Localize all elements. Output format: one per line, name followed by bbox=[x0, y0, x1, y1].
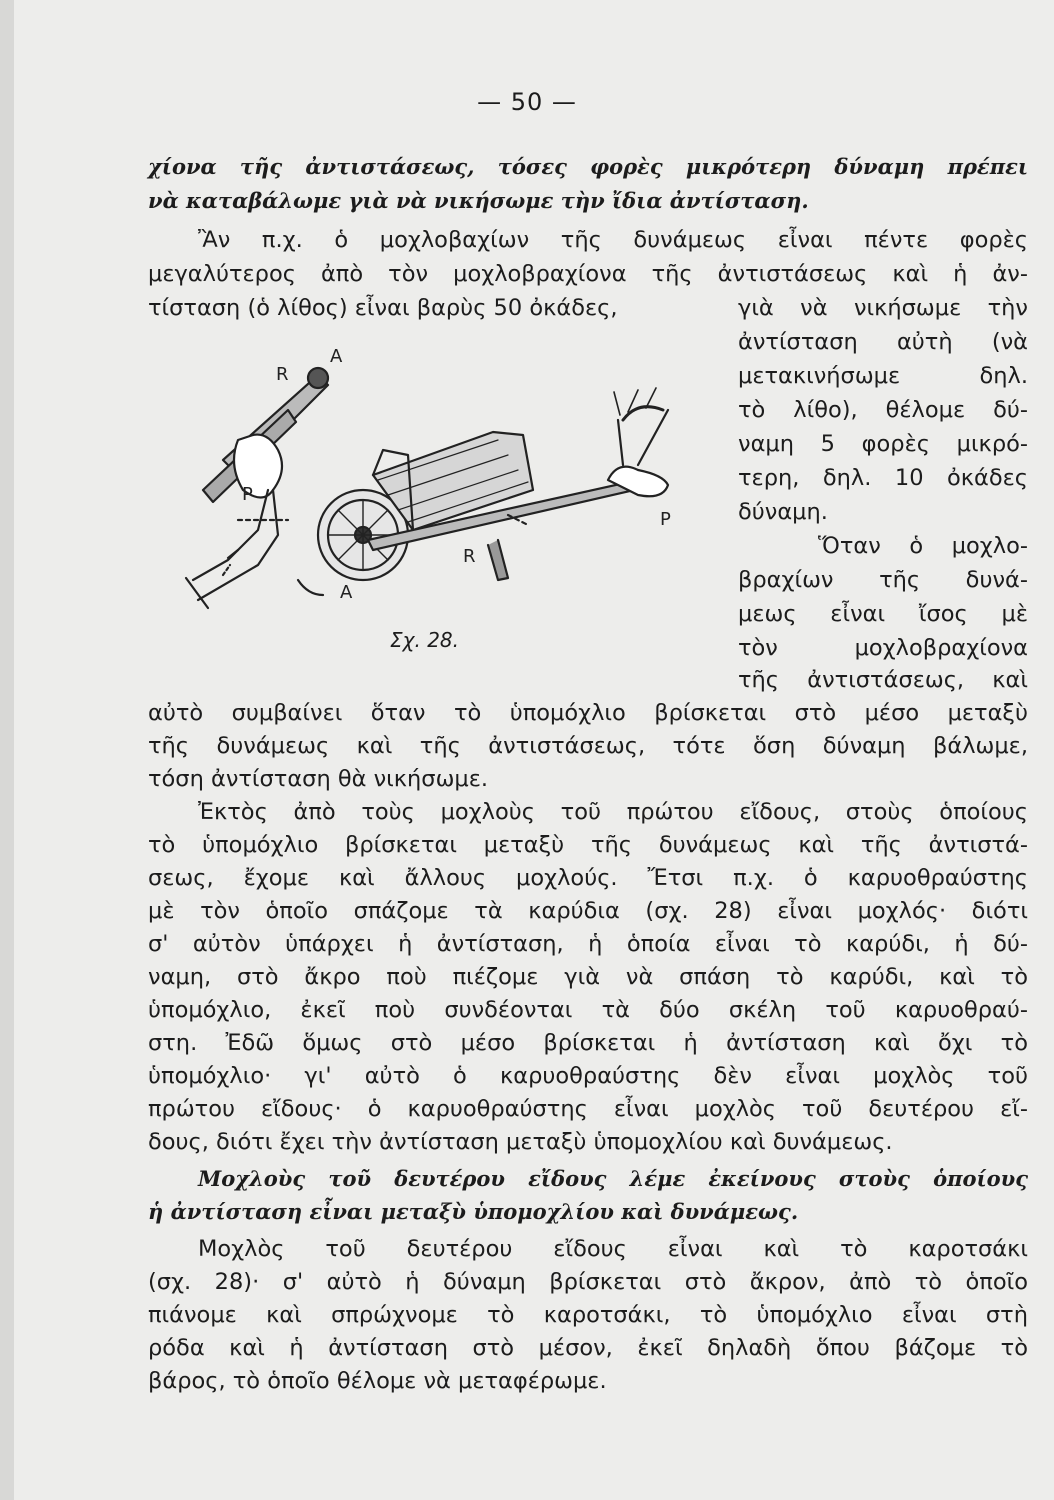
text-line: βάρος, τὸ ὁποῖο θέλομε νὰ μεταφέρωμε. bbox=[148, 1368, 607, 1394]
label-r1: R bbox=[276, 364, 289, 385]
text-line: τόση ἀντίσταση θὰ νικήσωμε. bbox=[148, 766, 489, 792]
text-line: αὐτὸ συμβαίνει ὅταν τὸ ὑπομόχλιο βρίσκεται στὸ μέσο μεταξὺ bbox=[148, 700, 1028, 726]
label-a1: A bbox=[330, 346, 343, 367]
text-line: Μοχλὸς τοῦ δευτέρου εἴδους εἶναι καὶ τὸ καροτσάκι bbox=[198, 1236, 1028, 1262]
text-line: τὸ λίθο), θέλομε δύ- bbox=[738, 397, 1028, 423]
text-line: μεως εἶναι ἴσος μὲ bbox=[738, 601, 1028, 627]
text-line: σεως, ἔχομε καὶ ἄλλους μοχλούς. Ἔτσι π.χ. ὁ καρυοθραύστης bbox=[148, 865, 1028, 891]
page-edge bbox=[0, 0, 14, 1500]
text-line: Μοχλοὺς τοῦ δευτέρου εἴδους λέμε ἐκείνους στοὺς ὁποίους bbox=[198, 1166, 1028, 1191]
text-line: μετακινήσωμε δηλ. bbox=[738, 363, 1028, 389]
label-p2: P bbox=[660, 509, 671, 530]
text-line: νὰ καταβάλωμε γιὰ νὰ νικήσωμε τὴν ἴδια ἀντίσταση. bbox=[148, 188, 809, 213]
text-line: πιάνομε καὶ σπρώχνομε τὸ καροτσάκι, τὸ ὑπομόχλιο εἶναι στὴ bbox=[148, 1302, 1028, 1328]
text-line: σ' αὐτὸν ὑπάρχει ἡ ἀντίσταση, ἡ ὁποία εἶναι τὸ καρύδι, ἡ δύ- bbox=[148, 931, 1028, 957]
text-line: (σχ. 28)· σ' αὐτὸ ἡ δύναμη βρίσκεται στὸ ἄκρον, ἀπὸ τὸ ὁποῖο bbox=[148, 1269, 1028, 1295]
text-line: τῆς ἀντιστάσεως, καὶ bbox=[738, 667, 1028, 693]
text-line: ρόδα καὶ ἡ ἀντίσταση στὸ μέσον, ἐκεῖ δηλαδὴ ὅπου βάζομε τὸ bbox=[148, 1335, 1028, 1361]
text-line: τερη, δηλ. 10 ὀκάδες bbox=[738, 465, 1028, 491]
text-line: πρώτου εἴδους· ὁ καρυοθραύστης εἶναι μοχλὸς τοῦ δευτέρου εἴ- bbox=[148, 1096, 1028, 1122]
figure-caption: Σχ. 28. bbox=[390, 628, 459, 652]
wheelbarrow-illustration bbox=[298, 388, 668, 595]
text-line: βραχίων τῆς δυνά- bbox=[738, 567, 1028, 593]
text-line: γιὰ νὰ νικήσωμε τὴν bbox=[738, 295, 1028, 321]
text-line: ναμη, στὸ ἄκρο ποὺ πιέζομε γιὰ νὰ σπάση τὸ καρύδι, καὶ τὸ bbox=[148, 964, 1028, 990]
text-line: τὸν μοχλοβραχίονα bbox=[738, 635, 1028, 661]
label-r2: R bbox=[463, 546, 476, 567]
lever-figure bbox=[168, 340, 708, 640]
text-line: Ἂν π.χ. ὁ μοχλοβαχίων τῆς δυνάμεως εἶναι πέντε φορὲς bbox=[198, 227, 1028, 253]
text-line: Ὅταν ὁ μοχλο- bbox=[818, 533, 1028, 559]
text-line: ἀντίσταση αὐτὴ (νὰ bbox=[738, 329, 1028, 355]
text-line: μὲ τὸν ὁποῖο σπάζομε τὰ καρύδια (σχ. 28) εἶναι μοχλός· διότι bbox=[148, 898, 1028, 924]
text-line: δύναμη. bbox=[738, 499, 828, 525]
text-line: τίσταση (ὁ λίθος) εἶναι βαρὺς 50 ὀκάδες, bbox=[148, 295, 618, 321]
text-line: στη. Ἐδῶ ὅμως στὸ μέσο βρίσκεται ἡ ἀντίσταση καὶ ὄχι τὸ bbox=[148, 1030, 1028, 1056]
text-line: τῆς δυνάμεως καὶ τῆς ἀντιστάσεως, τότε ὅση δύναμη βάλωμε, bbox=[148, 733, 1028, 759]
text-line: ὑπομόχλιο· γι' αὐτὸ ὁ καρυοθραύστης δὲν εἶναι μοχλὸς τοῦ bbox=[148, 1063, 1028, 1089]
text-line: τὸ ὑπομόχλιο βρίσκεται μεταξὺ τῆς δυνάμεως καὶ τῆς ἀντιστά- bbox=[148, 832, 1028, 858]
text-line: Ἐκτὸς ἀπὸ τοὺς μοχλοὺς τοῦ πρώτου εἴδους, στοὺς ὁποίους bbox=[198, 799, 1028, 825]
page-number: — 50 — bbox=[477, 88, 577, 116]
text-line: ἡ ἀντίσταση εἶναι μεταξὺ ὑπομοχλίου καὶ δυνάμεως. bbox=[148, 1199, 799, 1224]
text-line: μεγαλύτερος ἀπὸ τὸν μοχλοβραχίονα τῆς ἀντιστάσεως καὶ ἡ ἀν- bbox=[148, 261, 1028, 287]
text-line: χίονα τῆς ἀντιστάσεως, τόσες φορὲς μικρότερη δύναμη πρέπει bbox=[148, 154, 1028, 179]
label-p1: P bbox=[242, 484, 253, 505]
label-a2: A bbox=[340, 582, 353, 603]
text-line: ναμη 5 φορὲς μικρό- bbox=[738, 431, 1028, 457]
text-line: ὑπομόχλιο, ἐκεῖ ποὺ συνδέονται τὰ δύο σκέλη τοῦ καρυοθραύ- bbox=[148, 997, 1028, 1023]
text-line: δους, διότι ἔχει τὴν ἀντίσταση μεταξὺ ὑπομοχλίου καὶ δυνάμεως. bbox=[148, 1129, 893, 1155]
nutcracker-hand-illustration bbox=[186, 368, 328, 608]
